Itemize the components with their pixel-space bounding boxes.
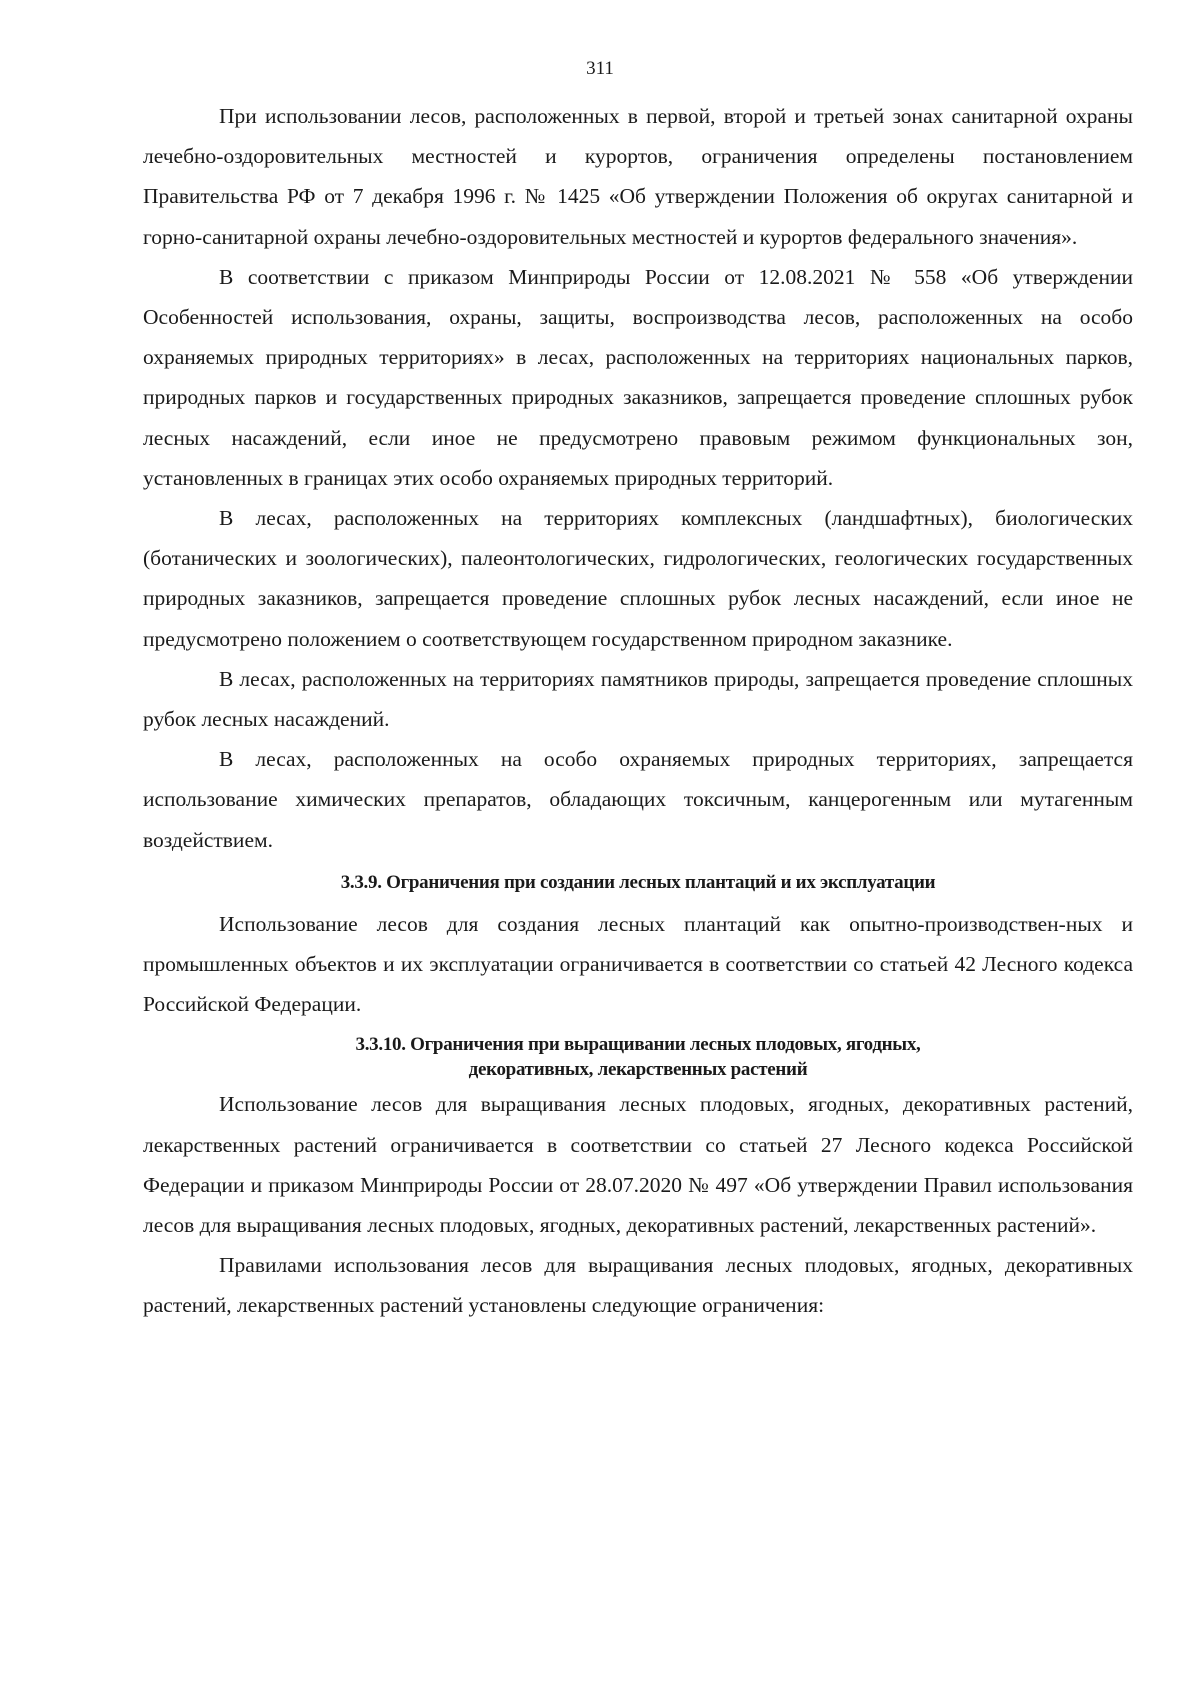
document-body (143, 96, 1133, 1326)
paragraph-plantations: Использование лесов для создания лесных плантаций как опытно-производствен-ных и промышленных объектов и их эксплуатации ограничивается в соответствии со статьей 42 Лесного кодекса Российской Федерации. (143, 911, 1133, 1017)
paragraph-natural-monuments: В лесах, расположенных на территориях памятников природы, запрещается проведение сплошных рубок лесных насаждений. (143, 666, 1133, 732)
paragraph-sanitary-zones: При использовании лесов, расположенных в первой, второй и третьей зонах санитарной охраны лечебно-оздоровительных местностей и курортов, ограничения определены постановлением Правительства РФ от 7 декабря 1996 г. № 1425 «Об утверждении Положения об округах санитарной и горно-санитарной охраны лечебно-оздоровительных местностей и курортов федерального значения». (143, 104, 1133, 249)
paragraph-cultivation-order-497: Использование лесов для выращивания лесных плодовых, ягодных, декоративных растений, лекарственных растений ограничивается в соответствии со статьей 27 Лесного кодекса Российской Федерации и приказом Минприроды России от 28.07.2020 № 497 «Об утверждении Правил использования лесов для выращивания лесных плодовых, ягодных, декоративных растений, лекарственных растений». (143, 1092, 1133, 1238)
section-heading-3-3-10-line2: декоративных, лекарственных растений (468, 1059, 808, 1081)
paragraph-order-558: В соответствии с приказом Минприроды России от 12.08.2021 № 558 «Об утверждении Особенностей использования, охраны, защиты, воспроизводства лесов, расположенных на особо охраняемых природных территориях» в лесах, расположенных на территориях национальных парков, природных парков и государственных природных заказников, запрещается проведение сплошных рубок лесных насаждений, если иное не предусмотрено правовым режимом функциональных зон, установленных в границах этих особо охраняемых природных территорий. (143, 264, 1133, 490)
page-number: 311 (586, 58, 614, 79)
paragraph-chemicals: В лесах, расположенных на особо охраняемых природных территориях, запрещается использование химических препаратов, обладающих токсичным, канцерогенным или мутагенным воздействием. (143, 747, 1133, 852)
section-heading-3-3-10-line1: 3.3.10. Ограничения при выращивании лесных плодовых, ягодных, (355, 1034, 921, 1056)
section-heading-3-3-10 (143, 1026, 1133, 1084)
paragraph-reserves: В лесах, расположенных на территориях комплексных (ландшафтных), биологических (ботанических и зоологических), палеонтологических, гидрологических, геологических государственных природных заказников, запрещается проведение сплошных рубок лесных насаждений, если иное не предусмотрено положением о соответствующем государственном природном заказнике. (143, 506, 1133, 651)
paragraph-cultivation-restrictions: Правилами использования лесов для выращивания лесных плодовых, ягодных, декоративных растений, лекарственных растений установлены следующие ограничения: (143, 1253, 1133, 1318)
section-heading-3-3-9: 3.3.9. Ограничения при создании лесных плантаций и их эксплуатации (340, 871, 936, 893)
